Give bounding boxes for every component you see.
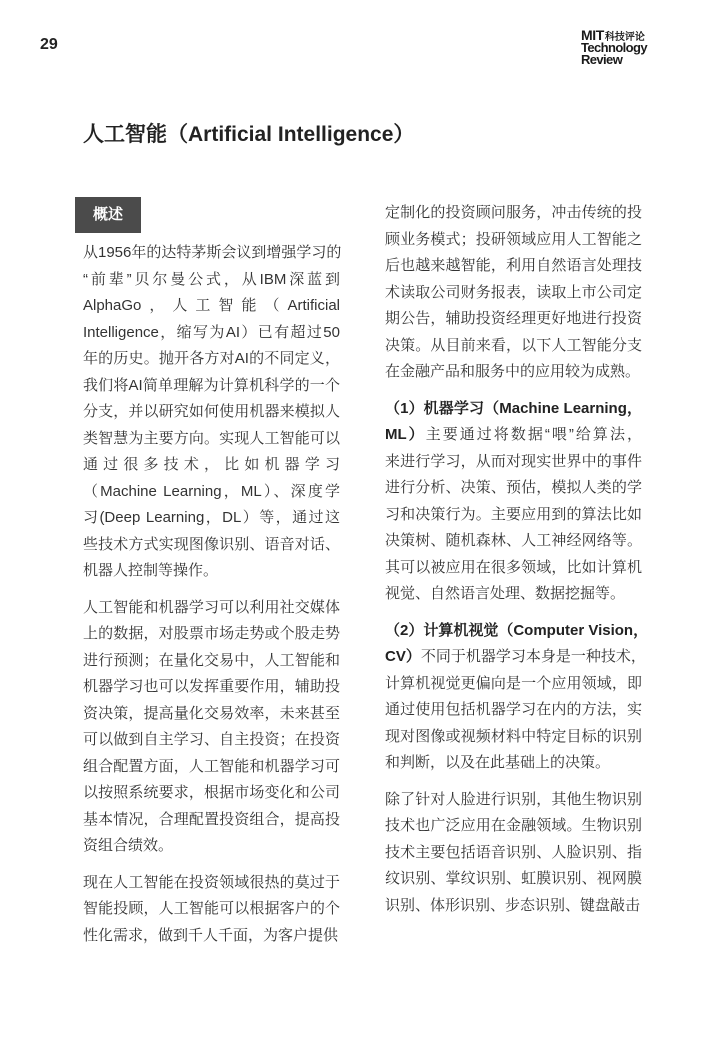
text-line: 上的数据，对股票市场走势或个股走势 bbox=[83, 625, 340, 642]
body-text: 主要通过将数据“喂”给算法， bbox=[425, 426, 642, 443]
text-line: 组合配置方面，人工智能和机器学习可 bbox=[83, 757, 340, 775]
text-line: 识别、体形识别、步态识别、键盘敲击 bbox=[385, 896, 641, 914]
logo-review: Review bbox=[581, 52, 623, 67]
text-line: 技术主要包括语音识别、人脸识别、指 bbox=[385, 843, 642, 861]
text-line: 视觉、自然语言处理、数据挖掘等。 bbox=[385, 585, 626, 602]
text-line: 人工智能和机器学习可以利用社交媒体 bbox=[83, 598, 340, 616]
text-line: “前辈”贝尔曼公式，从IBM深蓝到 bbox=[83, 270, 340, 288]
text-line: 顾业务模式；投研领域应用人工智能之 bbox=[385, 230, 642, 248]
text-line: 通过很多技术，比如机器学习 bbox=[83, 456, 340, 473]
mit-technology-review-logo bbox=[581, 29, 647, 66]
text-line: Intelligence，缩写为AI）已有超过50 bbox=[83, 323, 340, 341]
text-line: 机器学习也可以发挥重要作用，辅助投 bbox=[83, 678, 340, 695]
text-line: 定制化的投资顾问服务，冲击传统的投 bbox=[385, 204, 642, 221]
text-line: 纹识别、掌纹识别、虹膜识别、视网膜 bbox=[385, 870, 642, 887]
paragraph bbox=[83, 595, 340, 860]
paragraph bbox=[385, 396, 642, 608]
text-line: 技术也广泛应用在金融领域。生物识别 bbox=[385, 817, 642, 834]
text-line: 习(Deep Learning，DL）等，通过这 bbox=[83, 509, 340, 526]
paragraph bbox=[385, 200, 642, 386]
text-line: 分支，并以研究如何使用机器来模拟人 bbox=[83, 403, 340, 420]
text-line: （Machine Learning，ML）、深度学 bbox=[83, 482, 340, 500]
text-line bbox=[385, 618, 649, 645]
text-line: 除了针对人脸进行识别，其他生物识别 bbox=[385, 790, 642, 808]
text-line: 机器人控制等操作。 bbox=[83, 562, 219, 579]
text-line: 计算机视觉更偏向是一个应用领域，即 bbox=[385, 674, 642, 692]
text-line: 期公告，辅助投资经理更好地进行投资 bbox=[385, 310, 642, 327]
text-line: 和判断，以及在此基础上的决策。 bbox=[385, 754, 611, 771]
paragraph bbox=[83, 240, 340, 585]
text-line: 资决策，提高量化交易效率，未来甚至 bbox=[83, 704, 340, 722]
bold-lead-text: CV） bbox=[385, 648, 421, 665]
text-line: 我们将AI简单理解为计算机科学的一个 bbox=[83, 376, 340, 394]
text-line: 现在人工智能在投资领域很热的莫过于 bbox=[83, 873, 340, 891]
bold-lead-text: （2）计算机视觉（Computer Vision， bbox=[385, 621, 649, 639]
text-line: 其可以被应用在很多领域，比如计算机 bbox=[385, 558, 642, 576]
text-line: 基本情况，合理配置投资组合，提高投 bbox=[83, 810, 340, 828]
text-line: 术读取公司财务报表，读取上市公司定 bbox=[385, 283, 642, 301]
text-line: 在金融产品和服务中的应用较为成熟。 bbox=[385, 363, 641, 380]
bold-lead-text: （1）机器学习（Machine Learning， bbox=[385, 399, 642, 417]
logo-chinese: 科技评论 bbox=[604, 32, 645, 43]
text-line: 些技术方式实现图像识别、语音对话、 bbox=[83, 535, 340, 553]
text-line: 习和决策行为。主要应用到的算法比如 bbox=[385, 505, 642, 523]
text-line: 从1956年的达特茅斯会议到增强学习的 bbox=[83, 244, 342, 261]
page-number: 29 bbox=[40, 36, 58, 53]
text-line: 决策树、随机森林、人工神经网络等。 bbox=[385, 532, 642, 549]
text-line: 现对图像或视频材料中特定目标的识别 bbox=[385, 727, 642, 745]
text-line bbox=[385, 644, 646, 671]
text-line: 通过使用包括机器学习在内的方法，实 bbox=[385, 701, 642, 718]
paragraph bbox=[83, 870, 340, 950]
text-line: 资组合绩效。 bbox=[83, 837, 174, 854]
text-line: 进行分析、决策、预估，模拟人类的学 bbox=[385, 479, 642, 496]
text-line bbox=[385, 422, 642, 449]
text-line: 来进行学习，从而对现实世界中的事件 bbox=[385, 452, 642, 470]
section-label: 概述 bbox=[75, 197, 141, 233]
left-column bbox=[83, 240, 340, 949]
bold-lead-text: ML） bbox=[385, 426, 426, 443]
right-column bbox=[385, 200, 649, 919]
logo-mit: MIT bbox=[581, 27, 604, 43]
text-line: AlphaGo，人工智能（Artificial bbox=[83, 297, 340, 314]
text-line: 类智慧为主要方向。实现人工智能可以 bbox=[83, 429, 340, 447]
body-text: 不同于机器学习本身是一种技术， bbox=[420, 648, 646, 665]
page-title: 人工智能（Artificial Intelligence） bbox=[83, 123, 415, 146]
text-line: 后也越来越智能，利用自然语言处理技 bbox=[385, 257, 642, 274]
text-line: 以按照系统要求，根据市场变化和公司 bbox=[83, 784, 340, 801]
text-line: 年的历史。抛开各方对AI的不同定义， bbox=[83, 350, 340, 367]
text-line bbox=[385, 396, 642, 423]
paragraph bbox=[385, 787, 642, 920]
text-line: 可以做到自主学习、自主投资；在投资 bbox=[83, 731, 340, 748]
text-line: 智能投顾，人工智能可以根据客户的个 bbox=[83, 900, 340, 917]
paragraph bbox=[385, 618, 649, 777]
text-line: 进行预测；在量化交易中，人工智能和 bbox=[83, 651, 340, 669]
logo-technology: Technology bbox=[581, 40, 647, 55]
text-line: 决策。从目前来看，以下人工智能分支 bbox=[385, 336, 642, 354]
text-line: 性化需求，做到千人千面，为客户提供 bbox=[83, 926, 339, 944]
